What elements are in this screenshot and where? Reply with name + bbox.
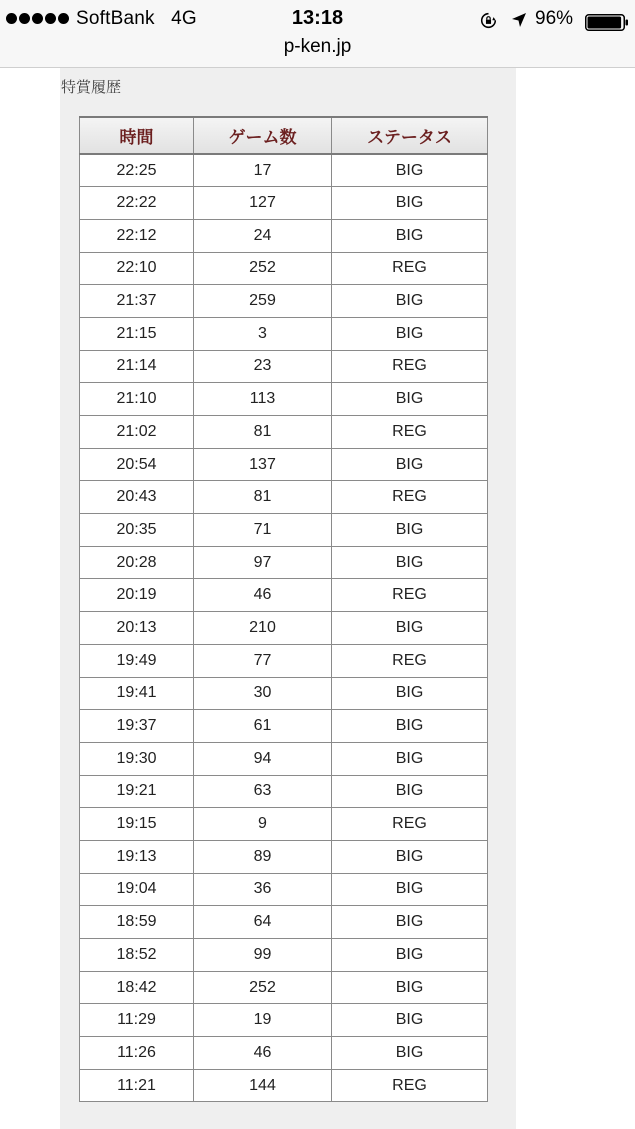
cell-time: 20:43 (80, 481, 194, 514)
table-row (80, 677, 488, 710)
cell-game-count: 77 (194, 644, 332, 677)
cell-game-count: 113 (194, 383, 332, 416)
table-row (80, 285, 488, 318)
status-time: 13:18 (291, 7, 344, 29)
table-row (80, 416, 488, 449)
table-row (80, 383, 488, 416)
table-row (80, 317, 488, 350)
cell-time: 11:29 (80, 1004, 194, 1037)
cell-status: BIG (332, 1037, 488, 1070)
cell-status: BIG (332, 546, 488, 579)
cell-status: BIG (332, 906, 488, 939)
cell-time: 19:49 (80, 644, 194, 677)
cell-game-count: 19 (194, 1004, 332, 1037)
cell-status: BIG (332, 840, 488, 873)
cell-time: 20:35 (80, 514, 194, 547)
cell-game-count: 64 (194, 906, 332, 939)
cell-time: 20:13 (80, 612, 194, 645)
table-row (80, 481, 488, 514)
cell-status: BIG (332, 1004, 488, 1037)
cell-game-count: 97 (194, 546, 332, 579)
cell-time: 22:22 (80, 187, 194, 220)
cell-game-count: 61 (194, 710, 332, 743)
cell-time: 19:13 (80, 840, 194, 873)
cell-game-count: 99 (194, 939, 332, 972)
cell-status: BIG (332, 710, 488, 743)
table-row (80, 1004, 488, 1037)
table-row (80, 219, 488, 252)
cell-game-count: 94 (194, 742, 332, 775)
cell-game-count: 9 (194, 808, 332, 841)
cell-time: 20:19 (80, 579, 194, 612)
column-header-status: ステータス (332, 117, 488, 154)
cell-game-count: 46 (194, 579, 332, 612)
table-row (80, 644, 488, 677)
table-row (80, 808, 488, 841)
cell-game-count: 137 (194, 448, 332, 481)
cell-status: REG (332, 579, 488, 612)
cell-status: REG (332, 252, 488, 285)
cell-game-count: 30 (194, 677, 332, 710)
column-header-time: 時間 (80, 117, 194, 154)
cell-status: BIG (332, 187, 488, 220)
cell-game-count: 36 (194, 873, 332, 906)
cell-time: 22:12 (80, 219, 194, 252)
battery-icon (585, 14, 629, 31)
cell-game-count: 63 (194, 775, 332, 808)
cell-status: BIG (332, 971, 488, 1004)
table-row (80, 939, 488, 972)
cell-game-count: 23 (194, 350, 332, 383)
table-body (80, 154, 488, 1102)
table-row (80, 971, 488, 1004)
cell-time: 19:04 (80, 873, 194, 906)
cell-game-count: 3 (194, 317, 332, 350)
table-row (80, 742, 488, 775)
table-row (80, 350, 488, 383)
table-row (80, 775, 488, 808)
address-bar-url[interactable]: p-ken.jp (283, 36, 352, 57)
cell-time: 21:14 (80, 350, 194, 383)
location-arrow-icon (511, 12, 527, 28)
cell-time: 19:15 (80, 808, 194, 841)
carrier-name: SoftBank (76, 8, 155, 29)
cell-time: 20:28 (80, 546, 194, 579)
cell-status: BIG (332, 514, 488, 547)
cell-time: 18:42 (80, 971, 194, 1004)
cell-status: BIG (332, 873, 488, 906)
table-row (80, 1069, 488, 1102)
cell-time: 19:41 (80, 677, 194, 710)
cell-time: 22:10 (80, 252, 194, 285)
cell-time: 18:59 (80, 906, 194, 939)
table-row (80, 252, 488, 285)
cell-time: 18:52 (80, 939, 194, 972)
cell-time: 19:21 (80, 775, 194, 808)
cell-status: REG (332, 350, 488, 383)
cell-game-count: 71 (194, 514, 332, 547)
table-row (80, 514, 488, 547)
cell-status: BIG (332, 219, 488, 252)
cell-time: 11:21 (80, 1069, 194, 1102)
cell-game-count: 144 (194, 1069, 332, 1102)
cell-status: BIG (332, 317, 488, 350)
cell-game-count: 46 (194, 1037, 332, 1070)
cell-status: REG (332, 808, 488, 841)
table-header-row (80, 117, 488, 154)
cell-status: REG (332, 416, 488, 449)
cell-status: REG (332, 481, 488, 514)
cell-status: BIG (332, 383, 488, 416)
table-row (80, 840, 488, 873)
cell-time: 19:30 (80, 742, 194, 775)
cell-status: BIG (332, 742, 488, 775)
cell-time: 19:37 (80, 710, 194, 743)
battery-percentage: 96% (535, 8, 574, 29)
section-title: 特賞履歴 (61, 79, 122, 96)
cell-status: BIG (332, 775, 488, 808)
orientation-lock-icon (480, 12, 497, 29)
cell-status: REG (332, 644, 488, 677)
cell-time: 21:10 (80, 383, 194, 416)
cell-status: BIG (332, 285, 488, 318)
table-row (80, 1037, 488, 1070)
cell-game-count: 17 (194, 154, 332, 187)
cell-game-count: 24 (194, 219, 332, 252)
cell-game-count: 89 (194, 840, 332, 873)
column-header-game-count: ゲーム数 (194, 117, 332, 154)
cell-time: 21:37 (80, 285, 194, 318)
table-row (80, 546, 488, 579)
cell-time: 20:54 (80, 448, 194, 481)
status-bar (0, 0, 635, 68)
cell-game-count: 252 (194, 252, 332, 285)
bonus-history-table (79, 116, 488, 1102)
cell-game-count: 252 (194, 971, 332, 1004)
cell-status: BIG (332, 154, 488, 187)
table-row (80, 710, 488, 743)
cell-game-count: 210 (194, 612, 332, 645)
table-row (80, 873, 488, 906)
cell-game-count: 81 (194, 481, 332, 514)
table-row (80, 612, 488, 645)
cell-time: 22:25 (80, 154, 194, 187)
cell-status: BIG (332, 939, 488, 972)
table-row (80, 154, 488, 187)
cell-time: 11:26 (80, 1037, 194, 1070)
table-row (80, 187, 488, 220)
cell-status: BIG (332, 448, 488, 481)
cell-game-count: 81 (194, 416, 332, 449)
cell-game-count: 259 (194, 285, 332, 318)
table-row (80, 906, 488, 939)
table-row (80, 579, 488, 612)
cell-status: REG (332, 1069, 488, 1102)
table-row (80, 448, 488, 481)
cell-time: 21:15 (80, 317, 194, 350)
cell-status: BIG (332, 612, 488, 645)
cell-game-count: 127 (194, 187, 332, 220)
cell-time: 21:02 (80, 416, 194, 449)
cell-status: BIG (332, 677, 488, 710)
network-type: 4G (171, 8, 197, 29)
